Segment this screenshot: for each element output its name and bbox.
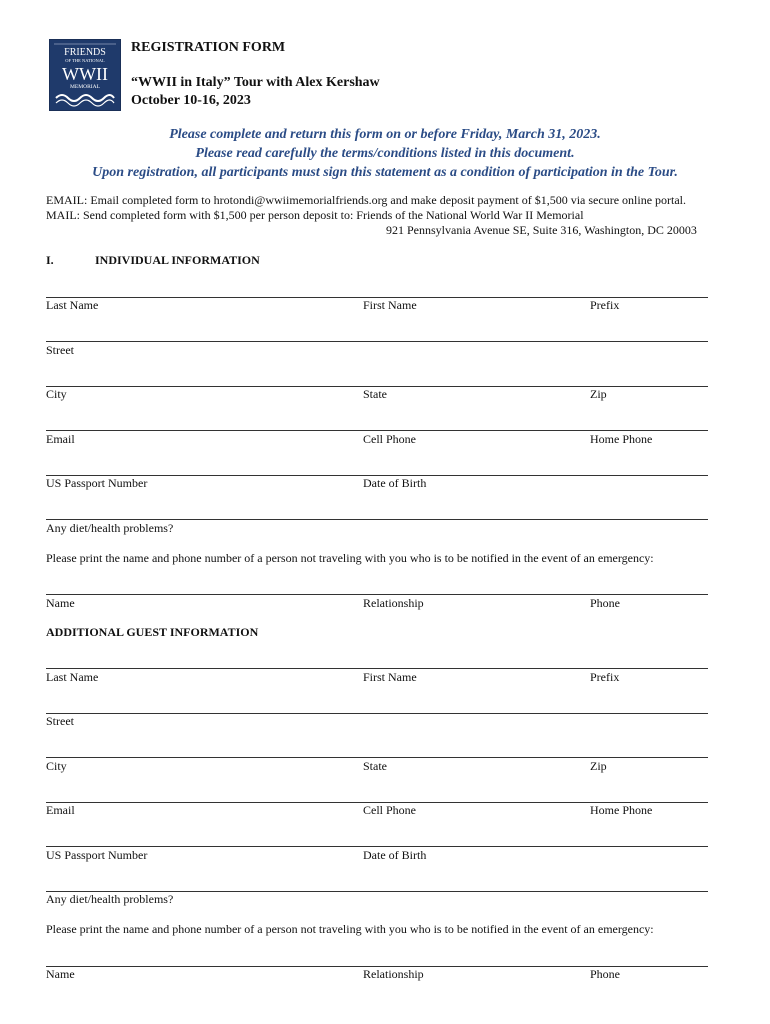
email-instruction: EMAIL: Email completed form to hrotondi@wwiimemorialfriends.org and make deposit payment of $1,500 via secure online portal. (46, 193, 687, 207)
guest-diet-label: Any diet/health problems? (46, 892, 174, 906)
contact-line[interactable] (46, 430, 708, 431)
dob-label: Date of Birth (363, 476, 427, 490)
last-name-label: Last Name (46, 298, 99, 312)
guest-city-line[interactable] (46, 757, 708, 758)
diet-label: Any diet/health problems? (46, 521, 174, 535)
first-name-label: First Name (363, 298, 417, 312)
logo-line-national: OF THE NATIONAL (65, 58, 105, 63)
zip-label: Zip (590, 387, 607, 401)
prefix-label: Prefix (590, 298, 620, 312)
guest-email-label: Email (46, 803, 75, 817)
section-guest-heading: ADDITIONAL GUEST INFORMATION (46, 625, 259, 639)
instruction-sign-statement: Upon registration, all participants must sign this statement as a condition of participation in the Tour. (92, 165, 678, 180)
guest-emergency-note: Please print the name and phone number of a person not traveling with you who is to be notified in the event of an emergency: (46, 922, 654, 936)
mail-address: 921 Pennsylvania Avenue SE, Suite 316, Washington, DC 20003 (386, 223, 697, 237)
guest-city-label: City (46, 759, 67, 773)
guest-name-line[interactable] (46, 668, 708, 669)
emergency-relationship-label: Relationship (363, 596, 424, 610)
emergency-phone-label: Phone (590, 596, 620, 610)
guest-cell-phone-label: Cell Phone (363, 803, 416, 817)
diet-line[interactable] (46, 519, 708, 520)
city-label: City (46, 387, 67, 401)
emergency-note: Please print the name and phone number of a person not traveling with you who is to be notified in the event of an emergency: (46, 551, 654, 565)
logo-graphic (50, 40, 120, 110)
logo-line-memorial: MEMORIAL (70, 84, 100, 90)
instruction-read-terms: Please read carefully the terms/conditions listed in this document. (195, 146, 575, 161)
instructions (0, 125, 770, 182)
guest-emergency-name-label: Name (46, 967, 75, 981)
friends-wwii-memorial-logo (49, 39, 121, 111)
section-individual-heading (46, 253, 260, 268)
guest-state-label: State (363, 759, 387, 773)
section-title: INDIVIDUAL INFORMATION (95, 253, 260, 267)
submission-instructions (46, 193, 697, 237)
mail-instruction: MAIL: Send completed form with $1,500 per person deposit to: Friends of the National World War II Memorial (46, 208, 584, 222)
tour-title: “WWII in Italy” Tour with Alex Kershaw (131, 75, 380, 90)
logo-line-wwii: WWII (62, 64, 108, 84)
guest-passport-line[interactable] (46, 846, 708, 847)
guest-home-phone-label: Home Phone (590, 803, 653, 817)
street-label: Street (46, 343, 74, 357)
section-number: I. (46, 253, 54, 267)
guest-emergency-phone-label: Phone (590, 967, 620, 981)
guest-emergency-relationship-label: Relationship (363, 967, 424, 981)
street-line[interactable] (46, 341, 708, 342)
guest-prefix-label: Prefix (590, 670, 620, 684)
state-label: State (363, 387, 387, 401)
home-phone-label: Home Phone (590, 432, 653, 446)
emergency-line[interactable] (46, 594, 708, 595)
passport-label: US Passport Number (46, 476, 148, 490)
instruction-deadline: Please complete and return this form on or before Friday, March 31, 2023. (169, 127, 601, 142)
header-block (131, 39, 380, 110)
guest-dob-label: Date of Birth (363, 848, 427, 862)
tour-dates: October 10-16, 2023 (131, 93, 251, 108)
guest-first-name-label: First Name (363, 670, 417, 684)
guest-passport-label: US Passport Number (46, 848, 148, 862)
guest-zip-label: Zip (590, 759, 607, 773)
form-title: REGISTRATION FORM (131, 40, 286, 55)
logo-line-friends: FRIENDS (64, 47, 106, 58)
cell-phone-label: Cell Phone (363, 432, 416, 446)
emergency-name-label: Name (46, 596, 75, 610)
guest-street-label: Street (46, 714, 74, 728)
guest-street-line[interactable] (46, 713, 708, 714)
guest-last-name-label: Last Name (46, 670, 99, 684)
email-label: Email (46, 432, 75, 446)
